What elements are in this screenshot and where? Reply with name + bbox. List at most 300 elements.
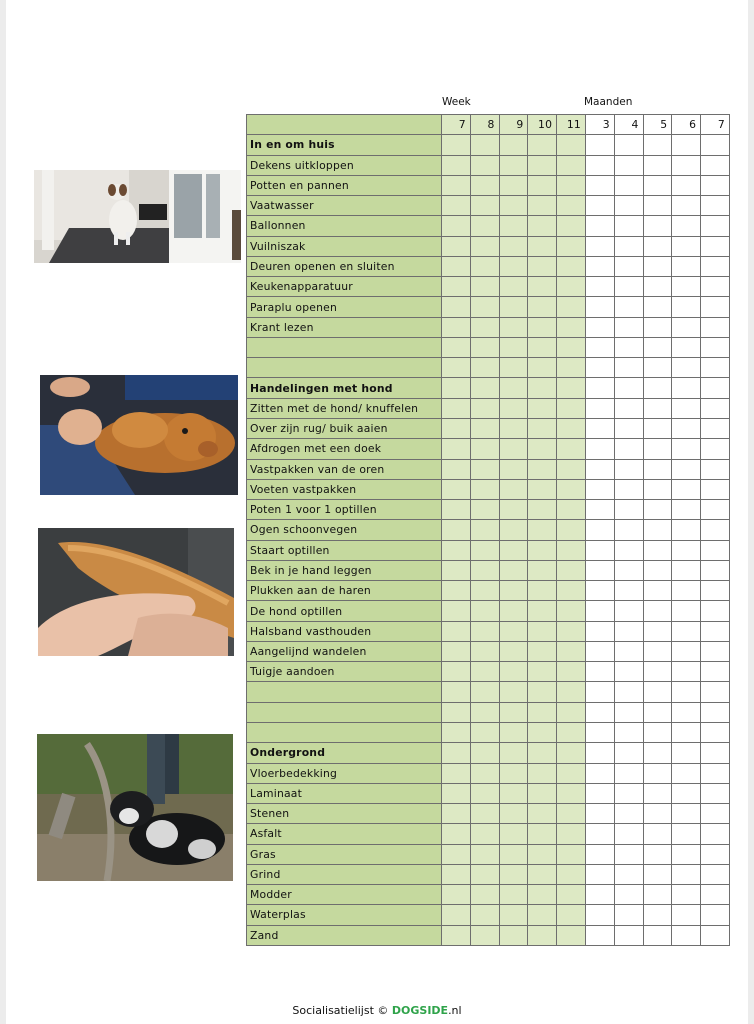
month-check-cell[interactable] [585,905,614,925]
week-check-cell[interactable] [499,763,528,783]
week-check-cell[interactable] [470,378,499,398]
week-check-cell[interactable] [557,297,586,317]
month-check-cell[interactable] [643,621,672,641]
month-check-cell[interactable] [701,743,730,763]
month-check-cell[interactable] [643,297,672,317]
week-check-cell[interactable] [528,824,557,844]
week-check-cell[interactable] [528,702,557,722]
month-check-cell[interactable] [672,601,701,621]
week-check-cell[interactable] [442,844,471,864]
month-check-cell[interactable] [672,682,701,702]
week-check-cell[interactable] [557,601,586,621]
month-check-cell[interactable] [672,317,701,337]
month-check-cell[interactable] [672,398,701,418]
month-check-cell[interactable] [614,601,643,621]
week-check-cell[interactable] [528,925,557,945]
month-check-cell[interactable] [614,317,643,337]
week-check-cell[interactable] [470,520,499,540]
month-check-cell[interactable] [643,398,672,418]
week-check-cell[interactable] [499,702,528,722]
month-check-cell[interactable] [643,358,672,378]
week-check-cell[interactable] [442,641,471,661]
month-check-cell[interactable] [701,641,730,661]
week-check-cell[interactable] [499,520,528,540]
week-check-cell[interactable] [442,925,471,945]
month-check-cell[interactable] [672,662,701,682]
month-check-cell[interactable] [585,560,614,580]
month-check-cell[interactable] [614,256,643,276]
week-check-cell[interactable] [470,581,499,601]
month-check-cell[interactable] [643,844,672,864]
week-check-cell[interactable] [557,722,586,742]
week-check-cell[interactable] [499,277,528,297]
month-check-cell[interactable] [614,925,643,945]
week-check-cell[interactable] [442,398,471,418]
month-check-cell[interactable] [672,702,701,722]
week-check-cell[interactable] [499,621,528,641]
month-check-cell[interactable] [614,196,643,216]
month-check-cell[interactable] [672,641,701,661]
month-check-cell[interactable] [585,682,614,702]
month-check-cell[interactable] [701,662,730,682]
week-check-cell[interactable] [528,500,557,520]
month-check-cell[interactable] [672,885,701,905]
month-check-cell[interactable] [643,439,672,459]
week-check-cell[interactable] [499,783,528,803]
month-check-cell[interactable] [672,763,701,783]
week-check-cell[interactable] [499,256,528,276]
month-check-cell[interactable] [585,398,614,418]
month-check-cell[interactable] [614,682,643,702]
month-check-cell[interactable] [643,824,672,844]
week-check-cell[interactable] [442,662,471,682]
week-check-cell[interactable] [528,783,557,803]
week-check-cell[interactable] [470,459,499,479]
week-check-cell[interactable] [557,196,586,216]
month-check-cell[interactable] [585,337,614,357]
month-check-cell[interactable] [701,560,730,580]
week-check-cell[interactable] [499,743,528,763]
month-check-cell[interactable] [701,398,730,418]
week-check-cell[interactable] [499,317,528,337]
month-check-cell[interactable] [672,439,701,459]
month-check-cell[interactable] [643,722,672,742]
week-check-cell[interactable] [470,358,499,378]
week-check-cell[interactable] [528,459,557,479]
week-check-cell[interactable] [557,641,586,661]
month-check-cell[interactable] [614,459,643,479]
week-check-cell[interactable] [470,398,499,418]
week-check-cell[interactable] [499,500,528,520]
week-check-cell[interactable] [442,135,471,155]
month-check-cell[interactable] [643,317,672,337]
week-check-cell[interactable] [470,175,499,195]
week-check-cell[interactable] [499,175,528,195]
week-check-cell[interactable] [442,682,471,702]
month-check-cell[interactable] [643,520,672,540]
month-check-cell[interactable] [701,175,730,195]
week-check-cell[interactable] [470,135,499,155]
week-check-cell[interactable] [442,418,471,438]
week-check-cell[interactable] [528,155,557,175]
week-check-cell[interactable] [499,135,528,155]
month-check-cell[interactable] [614,500,643,520]
month-check-cell[interactable] [672,864,701,884]
month-check-cell[interactable] [585,804,614,824]
week-check-cell[interactable] [442,864,471,884]
week-check-cell[interactable] [442,763,471,783]
week-check-cell[interactable] [470,317,499,337]
month-check-cell[interactable] [614,905,643,925]
week-check-cell[interactable] [499,439,528,459]
month-check-cell[interactable] [614,378,643,398]
week-check-cell[interactable] [442,804,471,824]
week-check-cell[interactable] [528,662,557,682]
month-check-cell[interactable] [643,885,672,905]
week-check-cell[interactable] [557,418,586,438]
week-check-cell[interactable] [528,479,557,499]
week-check-cell[interactable] [557,540,586,560]
week-check-cell[interactable] [470,601,499,621]
week-check-cell[interactable] [557,743,586,763]
week-check-cell[interactable] [499,560,528,580]
month-check-cell[interactable] [701,682,730,702]
week-check-cell[interactable] [442,783,471,803]
month-check-cell[interactable] [585,479,614,499]
week-check-cell[interactable] [499,398,528,418]
week-check-cell[interactable] [499,216,528,236]
week-check-cell[interactable] [528,135,557,155]
week-check-cell[interactable] [442,722,471,742]
month-check-cell[interactable] [585,743,614,763]
month-check-cell[interactable] [643,864,672,884]
month-check-cell[interactable] [614,418,643,438]
week-check-cell[interactable] [557,560,586,580]
month-check-cell[interactable] [614,641,643,661]
week-check-cell[interactable] [442,824,471,844]
month-check-cell[interactable] [672,520,701,540]
week-check-cell[interactable] [528,560,557,580]
week-check-cell[interactable] [557,479,586,499]
month-check-cell[interactable] [614,216,643,236]
month-check-cell[interactable] [614,621,643,641]
week-check-cell[interactable] [528,885,557,905]
week-check-cell[interactable] [557,662,586,682]
month-check-cell[interactable] [643,581,672,601]
week-check-cell[interactable] [442,581,471,601]
month-check-cell[interactable] [643,459,672,479]
week-check-cell[interactable] [499,378,528,398]
month-check-cell[interactable] [672,175,701,195]
month-check-cell[interactable] [614,398,643,418]
week-check-cell[interactable] [470,905,499,925]
month-check-cell[interactable] [643,479,672,499]
week-check-cell[interactable] [470,824,499,844]
week-check-cell[interactable] [528,804,557,824]
week-check-cell[interactable] [470,337,499,357]
month-check-cell[interactable] [643,662,672,682]
month-check-cell[interactable] [614,662,643,682]
week-check-cell[interactable] [528,520,557,540]
week-check-cell[interactable] [557,581,586,601]
week-check-cell[interactable] [442,439,471,459]
month-check-cell[interactable] [585,581,614,601]
week-check-cell[interactable] [499,844,528,864]
month-check-cell[interactable] [701,621,730,641]
week-check-cell[interactable] [470,783,499,803]
month-check-cell[interactable] [614,439,643,459]
week-check-cell[interactable] [528,905,557,925]
week-check-cell[interactable] [470,682,499,702]
month-check-cell[interactable] [643,783,672,803]
week-check-cell[interactable] [528,317,557,337]
month-check-cell[interactable] [643,216,672,236]
week-check-cell[interactable] [442,500,471,520]
month-check-cell[interactable] [614,520,643,540]
week-check-cell[interactable] [442,520,471,540]
month-check-cell[interactable] [701,418,730,438]
week-check-cell[interactable] [442,905,471,925]
month-check-cell[interactable] [643,175,672,195]
month-check-cell[interactable] [643,256,672,276]
month-check-cell[interactable] [585,236,614,256]
month-check-cell[interactable] [585,520,614,540]
week-check-cell[interactable] [528,358,557,378]
week-check-cell[interactable] [528,864,557,884]
month-check-cell[interactable] [701,216,730,236]
month-check-cell[interactable] [672,216,701,236]
month-check-cell[interactable] [585,135,614,155]
week-check-cell[interactable] [499,722,528,742]
week-check-cell[interactable] [528,277,557,297]
month-check-cell[interactable] [643,601,672,621]
month-check-cell[interactable] [701,702,730,722]
month-check-cell[interactable] [643,500,672,520]
month-check-cell[interactable] [614,175,643,195]
month-check-cell[interactable] [672,540,701,560]
week-check-cell[interactable] [499,641,528,661]
week-check-cell[interactable] [499,864,528,884]
month-check-cell[interactable] [643,804,672,824]
week-check-cell[interactable] [499,196,528,216]
month-check-cell[interactable] [701,804,730,824]
week-check-cell[interactable] [557,500,586,520]
week-check-cell[interactable] [528,256,557,276]
month-check-cell[interactable] [701,601,730,621]
month-check-cell[interactable] [585,500,614,520]
month-check-cell[interactable] [672,783,701,803]
week-check-cell[interactable] [557,277,586,297]
month-check-cell[interactable] [701,256,730,276]
week-check-cell[interactable] [528,844,557,864]
week-check-cell[interactable] [499,459,528,479]
week-check-cell[interactable] [499,925,528,945]
week-check-cell[interactable] [499,479,528,499]
month-check-cell[interactable] [585,175,614,195]
week-check-cell[interactable] [528,297,557,317]
week-check-cell[interactable] [499,155,528,175]
week-check-cell[interactable] [442,560,471,580]
week-check-cell[interactable] [557,621,586,641]
month-check-cell[interactable] [701,479,730,499]
month-check-cell[interactable] [614,804,643,824]
week-check-cell[interactable] [528,175,557,195]
month-check-cell[interactable] [614,560,643,580]
week-check-cell[interactable] [499,905,528,925]
month-check-cell[interactable] [701,885,730,905]
month-check-cell[interactable] [701,337,730,357]
week-check-cell[interactable] [557,763,586,783]
month-check-cell[interactable] [585,763,614,783]
month-check-cell[interactable] [701,844,730,864]
week-check-cell[interactable] [442,743,471,763]
week-check-cell[interactable] [499,358,528,378]
week-check-cell[interactable] [528,540,557,560]
month-check-cell[interactable] [614,783,643,803]
month-check-cell[interactable] [614,297,643,317]
month-check-cell[interactable] [643,641,672,661]
week-check-cell[interactable] [470,662,499,682]
month-check-cell[interactable] [643,682,672,702]
week-check-cell[interactable] [557,135,586,155]
week-check-cell[interactable] [499,297,528,317]
week-check-cell[interactable] [470,641,499,661]
week-check-cell[interactable] [528,641,557,661]
month-check-cell[interactable] [701,925,730,945]
month-check-cell[interactable] [585,418,614,438]
month-check-cell[interactable] [701,763,730,783]
month-check-cell[interactable] [614,824,643,844]
week-check-cell[interactable] [499,418,528,438]
week-check-cell[interactable] [470,155,499,175]
week-check-cell[interactable] [557,155,586,175]
week-check-cell[interactable] [557,439,586,459]
week-check-cell[interactable] [442,540,471,560]
week-check-cell[interactable] [470,885,499,905]
week-check-cell[interactable] [557,459,586,479]
month-check-cell[interactable] [701,520,730,540]
month-check-cell[interactable] [701,358,730,378]
week-check-cell[interactable] [442,885,471,905]
month-check-cell[interactable] [701,783,730,803]
month-check-cell[interactable] [585,601,614,621]
month-check-cell[interactable] [701,500,730,520]
week-check-cell[interactable] [557,824,586,844]
week-check-cell[interactable] [557,337,586,357]
month-check-cell[interactable] [672,925,701,945]
week-check-cell[interactable] [470,925,499,945]
month-check-cell[interactable] [643,560,672,580]
month-check-cell[interactable] [701,459,730,479]
month-check-cell[interactable] [585,864,614,884]
week-check-cell[interactable] [442,196,471,216]
week-check-cell[interactable] [470,277,499,297]
week-check-cell[interactable] [442,236,471,256]
month-check-cell[interactable] [701,824,730,844]
month-check-cell[interactable] [672,581,701,601]
month-check-cell[interactable] [585,641,614,661]
week-check-cell[interactable] [470,256,499,276]
week-check-cell[interactable] [557,378,586,398]
month-check-cell[interactable] [614,479,643,499]
month-check-cell[interactable] [614,844,643,864]
week-check-cell[interactable] [499,236,528,256]
month-check-cell[interactable] [701,540,730,560]
week-check-cell[interactable] [470,621,499,641]
week-check-cell[interactable] [499,601,528,621]
week-check-cell[interactable] [499,337,528,357]
month-check-cell[interactable] [643,337,672,357]
week-check-cell[interactable] [528,581,557,601]
week-check-cell[interactable] [470,844,499,864]
week-check-cell[interactable] [442,175,471,195]
week-check-cell[interactable] [557,175,586,195]
month-check-cell[interactable] [672,135,701,155]
month-check-cell[interactable] [672,196,701,216]
month-check-cell[interactable] [614,885,643,905]
month-check-cell[interactable] [614,277,643,297]
week-check-cell[interactable] [442,358,471,378]
month-check-cell[interactable] [672,418,701,438]
month-check-cell[interactable] [614,763,643,783]
week-check-cell[interactable] [442,337,471,357]
month-check-cell[interactable] [643,378,672,398]
week-check-cell[interactable] [528,418,557,438]
month-check-cell[interactable] [701,439,730,459]
month-check-cell[interactable] [585,378,614,398]
month-check-cell[interactable] [672,905,701,925]
month-check-cell[interactable] [585,459,614,479]
week-check-cell[interactable] [470,864,499,884]
week-check-cell[interactable] [528,236,557,256]
week-check-cell[interactable] [470,439,499,459]
week-check-cell[interactable] [557,358,586,378]
month-check-cell[interactable] [585,256,614,276]
month-check-cell[interactable] [585,621,614,641]
month-check-cell[interactable] [614,135,643,155]
month-check-cell[interactable] [701,135,730,155]
month-check-cell[interactable] [672,236,701,256]
month-check-cell[interactable] [701,297,730,317]
month-check-cell[interactable] [643,277,672,297]
month-check-cell[interactable] [614,540,643,560]
month-check-cell[interactable] [672,479,701,499]
week-check-cell[interactable] [499,804,528,824]
week-check-cell[interactable] [442,459,471,479]
week-check-cell[interactable] [528,621,557,641]
month-check-cell[interactable] [672,824,701,844]
month-check-cell[interactable] [585,540,614,560]
month-check-cell[interactable] [614,581,643,601]
week-check-cell[interactable] [528,722,557,742]
week-check-cell[interactable] [470,236,499,256]
week-check-cell[interactable] [557,236,586,256]
month-check-cell[interactable] [701,196,730,216]
month-check-cell[interactable] [672,560,701,580]
month-check-cell[interactable] [672,459,701,479]
week-check-cell[interactable] [470,722,499,742]
month-check-cell[interactable] [585,925,614,945]
week-check-cell[interactable] [442,621,471,641]
month-check-cell[interactable] [585,317,614,337]
month-check-cell[interactable] [585,196,614,216]
month-check-cell[interactable] [585,722,614,742]
week-check-cell[interactable] [470,196,499,216]
week-check-cell[interactable] [499,662,528,682]
month-check-cell[interactable] [643,236,672,256]
month-check-cell[interactable] [672,256,701,276]
month-check-cell[interactable] [672,804,701,824]
